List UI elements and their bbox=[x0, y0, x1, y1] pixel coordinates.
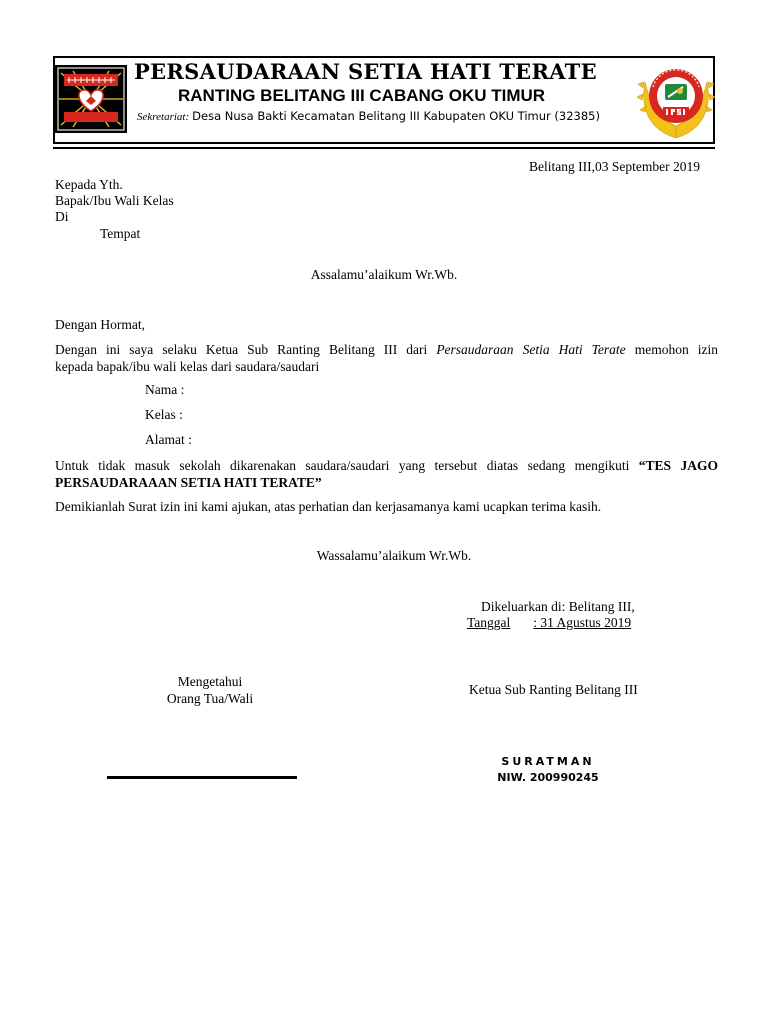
field-alamat: Alamat : bbox=[145, 432, 192, 447]
secretariat-address: Desa Nusa Bakti Kecamatan Belitang III Kabupaten OKU Timur (32385) bbox=[192, 109, 600, 123]
closing-text: Demikianlah Surat izin ini kami ajukan, atas perhatian dan kerjasamanya kami ucapkan terima kasih. bbox=[55, 499, 602, 514]
recipient-line-3: Di bbox=[55, 209, 69, 224]
intro-line-1 bbox=[55, 341, 718, 358]
greeting: Dengan Hormat, bbox=[55, 317, 145, 332]
signer-id: NIW. 200990245 bbox=[497, 771, 599, 784]
sign-left-line-2: Orang Tua/Wali bbox=[166, 691, 254, 706]
signer-name: SURATMAN bbox=[501, 755, 595, 768]
secretariat-line bbox=[137, 109, 647, 124]
sign-right-title: Ketua Sub Ranting Belitang III bbox=[469, 682, 638, 697]
organization-name: PERSAUDARAAN SETIA HATI TERATE bbox=[134, 59, 597, 84]
reason-line-1 bbox=[55, 457, 718, 474]
issued-date-value: : 31 Agustus 2019 bbox=[533, 615, 632, 630]
reason-text: Untuk tidak masuk sekolah dikarenakan saudara/saudari yang tersebut diatas sedang mengikuti bbox=[55, 458, 630, 473]
issued-date-line bbox=[467, 614, 668, 631]
issued-place: Dikeluarkan di: Belitang III, bbox=[481, 599, 635, 614]
recipient-line-1: Kepada Yth. bbox=[55, 177, 123, 192]
field-kelas: Kelas : bbox=[145, 407, 183, 422]
recipient-line-2: Bapak/Ibu Wali Kelas bbox=[55, 193, 174, 208]
intro-text-2: memohon izin bbox=[634, 342, 719, 357]
reason-event-1: “TES JAGO bbox=[638, 458, 718, 473]
ipsi-logo bbox=[637, 60, 715, 140]
closing-salam: Wassalamu’alaikum Wr.Wb. bbox=[316, 548, 472, 563]
letterhead-divider bbox=[53, 147, 715, 149]
intro-line-2: kepada bapak/ibu wali kelas dari saudara/saudari bbox=[55, 359, 320, 374]
reason-event-2: PERSAUDARAAAN SETIA HATI TERATE” bbox=[55, 475, 322, 490]
reason-paragraph bbox=[55, 457, 718, 491]
secretariat-label: Sekretariat: bbox=[137, 111, 190, 123]
field-nama: Nama : bbox=[145, 382, 185, 397]
branch-name: RANTING BELITANG III CABANG OKU TIMUR bbox=[178, 86, 546, 105]
signature-line bbox=[107, 776, 297, 779]
issued-date-label: Tanggal bbox=[467, 615, 511, 630]
intro-paragraph bbox=[55, 341, 718, 375]
psht-logo bbox=[55, 65, 127, 133]
opening-salam: Assalamu’alaikum Wr.Wb. bbox=[310, 267, 458, 282]
intro-org-italic: Persaudaraan Setia Hati Terate bbox=[436, 342, 626, 357]
sign-left-line-1: Mengetahui bbox=[177, 674, 243, 689]
recipient-line-4: Tempat bbox=[100, 226, 141, 241]
letter-date: Belitang III,03 September 2019 bbox=[529, 159, 700, 174]
intro-text-1: Dengan ini saya selaku Ketua Sub Ranting Belitang III dari bbox=[55, 342, 428, 357]
